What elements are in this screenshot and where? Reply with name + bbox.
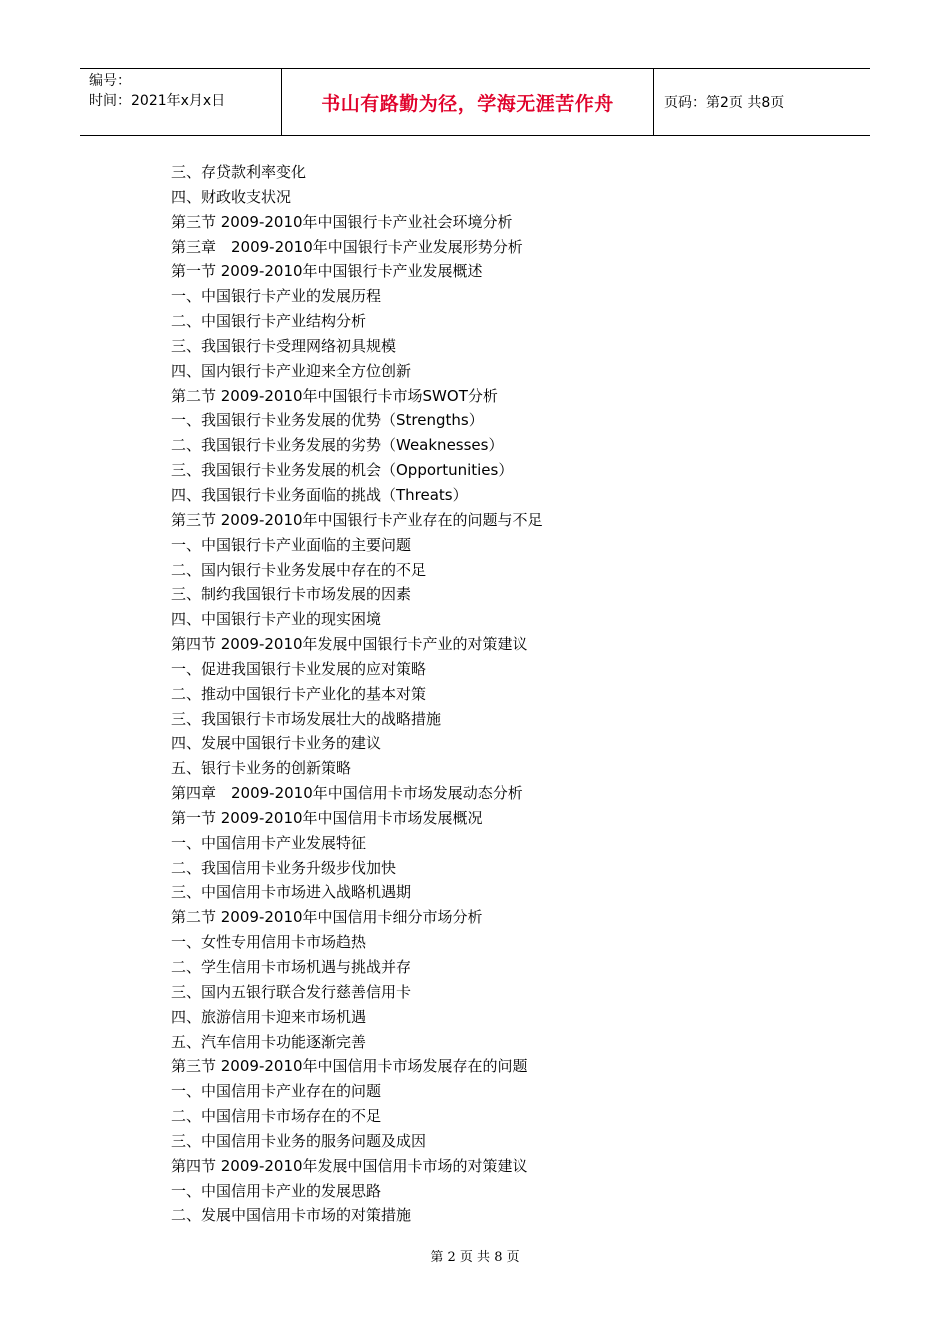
toc-entry: 三、中国信用卡业务的服务问题及成因 <box>171 1131 427 1150</box>
toc-entry: 第四节 2009-2010年发展中国信用卡市场的对策建议 <box>171 1156 528 1175</box>
toc-entry: 第三章 2009-2010年中国银行卡产业发展形势分析 <box>171 237 523 256</box>
footer-page-number: 第 2 页 共 8 页 <box>430 1250 520 1265</box>
toc-entry: 二、中国信用卡市场存在的不足 <box>171 1107 382 1126</box>
toc-entry: 二、我国信用卡业务升级步伐加快 <box>171 858 397 877</box>
header-page-number: 页码：第2页 共8页 <box>664 95 785 111</box>
toc-entry: 三、我国银行卡业务发展的机会（Opportunities） <box>171 461 514 480</box>
toc-entry: 三、我国银行卡市场发展壮大的战略措施 <box>171 709 442 728</box>
toc-entry: 一、中国信用卡产业的发展思路 <box>171 1181 382 1200</box>
toc-entry: 四、我国银行卡业务面临的挑战（Threats） <box>171 485 468 504</box>
header-motto: 书山有路勤为径，学海无涯苦作舟 <box>321 92 614 115</box>
header-meta-cell <box>80 69 282 135</box>
toc-entry: 第四节 2009-2010年发展中国银行卡产业的对策建议 <box>171 635 528 654</box>
toc-entry: 四、中国银行卡产业的现实困境 <box>171 610 382 629</box>
toc-entry: 第四章 2009-2010年中国信用卡市场发展动态分析 <box>171 784 523 803</box>
date-label: 时间：2021年x月x日 <box>89 93 226 109</box>
toc-entry: 三、存贷款利率变化 <box>171 163 307 181</box>
page-footer <box>0 1246 950 1265</box>
toc-entry: 三、我国银行卡受理网络初具规模 <box>171 336 397 355</box>
toc-entry: 第二节 2009-2010年中国银行卡市场SWOT分析 <box>171 386 498 405</box>
toc-entry: 二、学生信用卡市场机遇与挑战并存 <box>171 958 412 976</box>
toc-entry: 三、中国信用卡市场进入战略机遇期 <box>171 883 412 902</box>
page-header <box>80 68 870 136</box>
toc-entry: 二、推动中国银行卡产业化的基本对策 <box>171 684 427 703</box>
toc-entry: 四、财政收支状况 <box>171 187 292 206</box>
toc-entry: 一、中国信用卡产业发展特征 <box>171 833 367 852</box>
table-of-contents <box>171 160 871 1228</box>
toc-entry: 五、银行卡业务的创新策略 <box>171 759 352 778</box>
toc-entry: 一、促进我国银行卡业发展的应对策略 <box>171 659 427 678</box>
toc-entry: 一、女性专用信用卡市场趋热 <box>171 933 367 952</box>
toc-entry: 一、中国信用卡产业存在的问题 <box>171 1082 382 1101</box>
toc-entry: 二、中国银行卡产业结构分析 <box>171 312 367 331</box>
serial-number-label: 编号： <box>89 73 131 89</box>
toc-entry: 一、中国银行卡产业的发展历程 <box>171 287 382 306</box>
toc-entry: 一、中国银行卡产业面临的主要问题 <box>171 535 412 554</box>
header-page-cell <box>654 69 870 135</box>
toc-entry: 第二节 2009-2010年中国信用卡细分市场分析 <box>171 908 483 927</box>
toc-entry: 五、汽车信用卡功能逐渐完善 <box>171 1032 367 1051</box>
toc-entry: 第三节 2009-2010年中国银行卡产业社会环境分析 <box>171 212 513 231</box>
toc-entry: 第三节 2009-2010年中国银行卡产业存在的问题与不足 <box>171 510 543 529</box>
toc-entry: 二、发展中国信用卡市场的对策措施 <box>171 1206 412 1225</box>
toc-entry: 四、发展中国银行卡业务的建议 <box>171 734 382 753</box>
header-motto-cell <box>282 69 654 135</box>
toc-entry: 第一节 2009-2010年中国信用卡市场发展概况 <box>171 808 483 827</box>
toc-entry: 一、我国银行卡业务发展的优势（Strengths） <box>171 411 484 430</box>
toc-entry: 二、我国银行卡业务发展的劣势（Weaknesses） <box>171 436 504 455</box>
toc-entry: 第三节 2009-2010年中国信用卡市场发展存在的问题 <box>171 1057 528 1076</box>
toc-entry: 三、国内五银行联合发行慈善信用卡 <box>171 982 412 1001</box>
toc-entry: 二、国内银行卡业务发展中存在的不足 <box>171 560 427 579</box>
toc-entry: 四、旅游信用卡迎来市场机遇 <box>171 1007 367 1026</box>
toc-entry: 三、制约我国银行卡市场发展的因素 <box>171 585 412 604</box>
toc-entry: 第一节 2009-2010年中国银行卡产业发展概述 <box>171 262 483 281</box>
toc-entry: 四、国内银行卡产业迎来全方位创新 <box>171 361 412 380</box>
